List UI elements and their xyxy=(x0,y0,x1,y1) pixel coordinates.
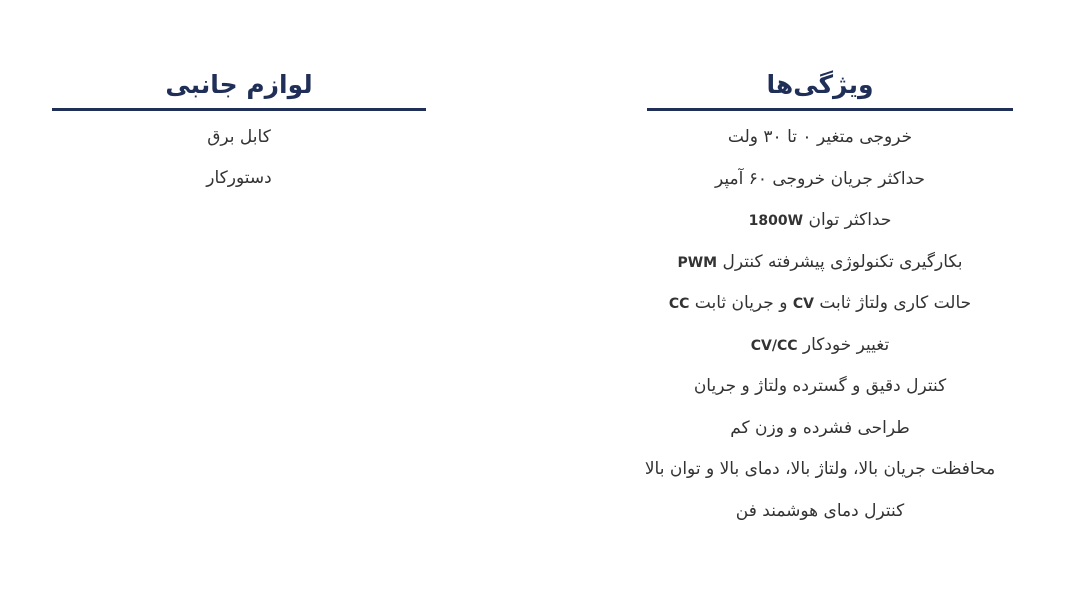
feature-item xyxy=(620,408,1020,450)
feature-text: کنترل دمای هوشمند فن xyxy=(735,500,905,521)
feature-text: طراحی فشرده و وزن کم xyxy=(730,417,910,438)
accessories-list xyxy=(52,117,426,199)
accessory-text: کابل برق xyxy=(207,127,271,147)
features-title: ویژگی‌ها xyxy=(766,70,874,99)
feature-text: خروجی متغیر ۰ تا ۳۰ ولت xyxy=(727,127,913,147)
feature-item xyxy=(620,449,1020,491)
feature-text: حداکثر جریان خروجی ۶۰ آمپر xyxy=(714,168,926,189)
accessory-text: دستورکار xyxy=(206,168,272,188)
feature-item xyxy=(620,366,1020,408)
feature-spec-value: CC xyxy=(668,296,690,312)
accessory-item xyxy=(52,158,426,199)
feature-spec-value: CV/CC xyxy=(750,337,798,354)
feature-spec-value: CV xyxy=(792,296,814,312)
accessory-item xyxy=(52,117,426,158)
feature-text: حالت کاری ولتاژ ثابت xyxy=(813,293,972,313)
feature-item xyxy=(620,159,1020,201)
feature-text: حداکثر توان xyxy=(803,210,892,230)
features-section xyxy=(620,68,1020,532)
feature-text: محافظت جریان بالا، ولتاژ بالا، دمای بالا و توان بالا xyxy=(644,459,996,479)
feature-spec-value: PWM xyxy=(677,254,718,271)
feature-item xyxy=(620,491,1020,533)
features-list xyxy=(620,117,1020,532)
accessories-title-underline xyxy=(52,108,426,111)
feature-text: کنترل دقیق و گسترده ولتاژ و جریان xyxy=(693,376,947,396)
feature-item xyxy=(620,283,1020,325)
accessories-title: لوازم جانبی xyxy=(165,70,313,99)
feature-text: و جریان ثابت xyxy=(689,293,793,313)
feature-spec-value: 1800W xyxy=(748,213,804,229)
feature-item xyxy=(620,242,1020,284)
feature-item xyxy=(620,200,1020,242)
feature-item xyxy=(620,325,1020,367)
features-title-underline xyxy=(647,108,1013,111)
feature-text: تغییر خودکار xyxy=(797,334,890,355)
feature-text: بکارگیری تکنولوژی پیشرفته کنترل xyxy=(717,251,963,272)
accessories-section xyxy=(52,68,426,199)
feature-item xyxy=(620,117,1020,159)
